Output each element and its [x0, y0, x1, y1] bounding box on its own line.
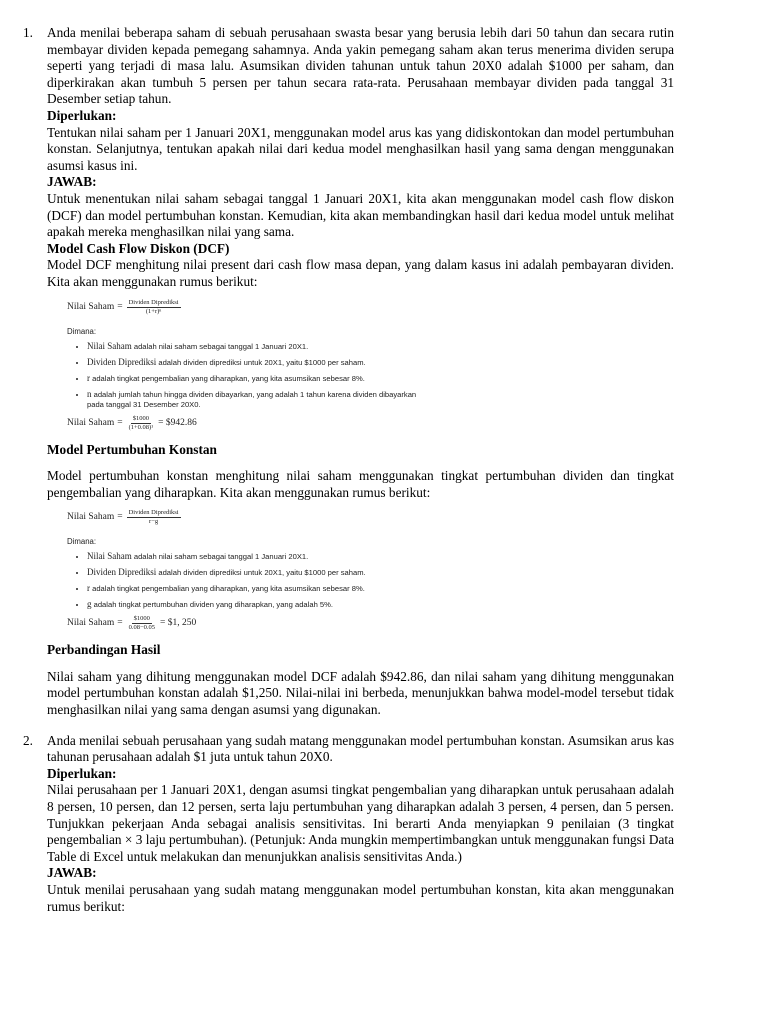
required-label: Diperlukan:: [47, 765, 117, 781]
result-line: [67, 615, 417, 632]
dcf-heading: Model Cash Flow Diskon (DCF): [47, 240, 230, 256]
term: Nilai Saham: [87, 340, 132, 351]
term: g: [87, 599, 92, 610]
result-value: = $942.86: [158, 417, 197, 428]
constant-growth-text: Model pertumbuhan konstan menghitung nilai saham menggunakan tingkat pertumbuhan dividen dan tingkat pengembalian yang diharapkan. Kita akan menggunakan rumus berikut:: [47, 468, 674, 500]
question-number: 2.: [23, 732, 33, 748]
fraction-numerator: $1000: [133, 615, 150, 623]
term: r: [87, 583, 90, 594]
formula-lhs: Nilai Saham: [67, 512, 115, 523]
answer-text: Untuk menentukan nilai saham sebagai tanggal 1 Januari 20X1, kita akan menggunakan model cash flow diskon (DCF) dan model pertumbuhan konstan. Kemudian, kita akan membandingkan hasil dari kedua model untuk melihat apakah mereka menghasilkan nilai yang sama.: [47, 190, 674, 240]
dimana-label: Dimana:: [67, 537, 97, 547]
fraction-denominator: (1+r)ⁿ: [145, 307, 162, 315]
required-text: Tentukan nilai saham per 1 Januari 20X1, menggunakan model arus kas yang didiskontokan dan model pertumbuhan konstan. Selanjutnya, tentukan apakah nilai dari kedua model menghasilkan hasil yang sama dengan menggunakan asumsi kasus ini.: [47, 124, 674, 173]
term-desc: adalah dividen diprediksi untuk 20X1, yaitu $1000 per saham.: [156, 568, 366, 578]
dcf-formula-image: [67, 299, 417, 432]
constant-growth-heading: Model Pertumbuhan Konstan: [47, 441, 217, 457]
term-desc: adalah tingkat pengembalian yang diharapkan, yang kita asumsikan sebesar 8%.: [90, 373, 365, 383]
question-2: [0, 733, 674, 916]
question-number: 1.: [23, 25, 33, 40]
equals-sign: =: [117, 618, 123, 629]
term: Nilai Saham: [87, 551, 132, 562]
answer-label: JAWAB:: [47, 174, 97, 190]
fraction-denominator: 0.08−0.05: [128, 624, 156, 632]
equals-sign: =: [117, 301, 123, 312]
result-fraction: [127, 615, 157, 632]
fraction-denominator: r−g: [149, 518, 159, 526]
list-item: [87, 551, 417, 562]
term-desc: adalah tingkat pertumbuhan dividen yang diharapkan, yang adalah 5%.: [91, 600, 333, 610]
required-label: Diperlukan:: [47, 107, 117, 123]
dimana-label: Dimana:: [67, 326, 97, 336]
answer-label: JAWAB:: [47, 865, 97, 881]
term-desc: adalah dividen diprediksi untuk 20X1, yaitu $1000 per saham.: [156, 357, 366, 367]
term-desc: adalah nilai saham sebagai tanggal 1 Januari 20X1.: [131, 341, 309, 351]
fraction-numerator: Dividen Diprediksi: [128, 509, 179, 517]
question-intro: Anda menilai beberapa saham di sebuah perusahaan swasta besar yang berusia lebih dari 50 tahun dan secara rutin membayar dividen kepada pemegang sahamnya. Anda yakin pemegang saham akan terus menerima dividen serupa seperti yang terjadi di masa lalu. Asumsikan dividen tahunan untuk tahun 20X0 adalah $1000 per saham, dan diperkirakan akan tumbuh 5 persen per tahun secara rata-rata. Perusahaan membayar dividen pada tanggal 31 Desember setiap tahun.: [47, 25, 674, 107]
list-item: [87, 583, 417, 594]
fraction-denominator: (1+0.08)¹: [128, 423, 154, 431]
document-page: [0, 25, 768, 915]
formula-lhs: Nilai Saham: [67, 301, 115, 312]
result-lhs: Nilai Saham: [67, 618, 115, 629]
question-1: [0, 25, 674, 719]
comparison-heading: Perbandingan Hasil: [47, 642, 161, 658]
list-item: [87, 341, 417, 352]
list-item: [87, 567, 417, 578]
fraction-numerator: Dividen Diprediksi: [128, 298, 179, 306]
variable-list: [67, 341, 417, 410]
formula-fraction: [127, 299, 181, 316]
question-intro: Anda menilai sebuah perusahaan yang sudah matang menggunakan model pertumbuhan konstan. Asumsikan arus kas tahunan perusahaan adalah $1 juta untuk tahun 20X0.: [47, 732, 674, 765]
result-lhs: Nilai Saham: [67, 417, 115, 428]
formula-line: [67, 509, 417, 526]
formula-line: [67, 299, 417, 316]
term: r: [87, 372, 90, 383]
term-desc: adalah tingkat pengembalian yang diharapkan, yang kita asumsikan sebesar 8%.: [90, 584, 365, 594]
constant-growth-formula-image: [67, 509, 417, 632]
variable-list: [67, 551, 417, 610]
list-item: [87, 389, 417, 410]
fraction-numerator: $1000: [132, 414, 149, 422]
result-value: = $1, 250: [160, 618, 197, 629]
term: Dividen Diprediksi: [87, 567, 157, 578]
term: n: [87, 388, 92, 399]
list-item: [87, 599, 417, 610]
list-item: [87, 357, 417, 368]
term-desc: adalah jumlah tahun hingga dividen dibayarkan, yang adalah 1 tahun karena dividen dibayarkan pada tanggal 31 Desember 20X0.: [87, 389, 417, 409]
term: Dividen Diprediksi: [87, 356, 157, 367]
formula-fraction: [127, 509, 181, 526]
dcf-text: Model DCF menghitung nilai present dari cash flow masa depan, yang dalam kasus ini adalah pembayaran dividen. Kita akan menggunakan rumus berikut:: [47, 257, 674, 289]
comparison-text: Nilai saham yang dihitung menggunakan model DCF adalah $942.86, dan nilai saham yang dihitung menggunakan model pertumbuhan konstan adalah $1,250. Nilai-nilai ini berbeda, menunjukkan bahwa model-model tersebut tidak menghasilkan nilai yang sama dengan asumsi yang digunakan.: [47, 668, 674, 718]
required-text: Nilai perusahaan per 1 Januari 20X1, dengan asumsi tingkat pengembalian yang diharapkan untuk perusahaan adalah 8 persen, 10 persen, dan 12 persen, serta laju pertumbuhan yang diharapkan adalah 3 persen, 4 persen, dan 5 persen. Tunjukkan pekerjaan Anda sebagai analisis sensitivitas. Ini berarti Anda menyiapkan 9 penilaian (3 tingkat pengembalian × 3 laju pertumbuhan). (Petunjuk: Anda mungkin mempertimbangkan untuk menggunakan fungsi Data Table di Excel untuk melakukan dan menunjukkan analisis sensitivitas Anda.): [47, 782, 674, 864]
equals-sign: =: [117, 512, 123, 523]
equals-sign: =: [117, 417, 123, 428]
answer-text: Untuk menilai perusahaan yang sudah matang menggunakan model pertumbuhan konstan, kita akan menggunakan rumus berikut:: [47, 882, 674, 914]
result-fraction: [127, 415, 156, 432]
result-line: [67, 415, 417, 432]
term-desc: adalah nilai saham sebagai tanggal 1 Januari 20X1.: [131, 552, 309, 562]
list-item: [87, 373, 417, 384]
